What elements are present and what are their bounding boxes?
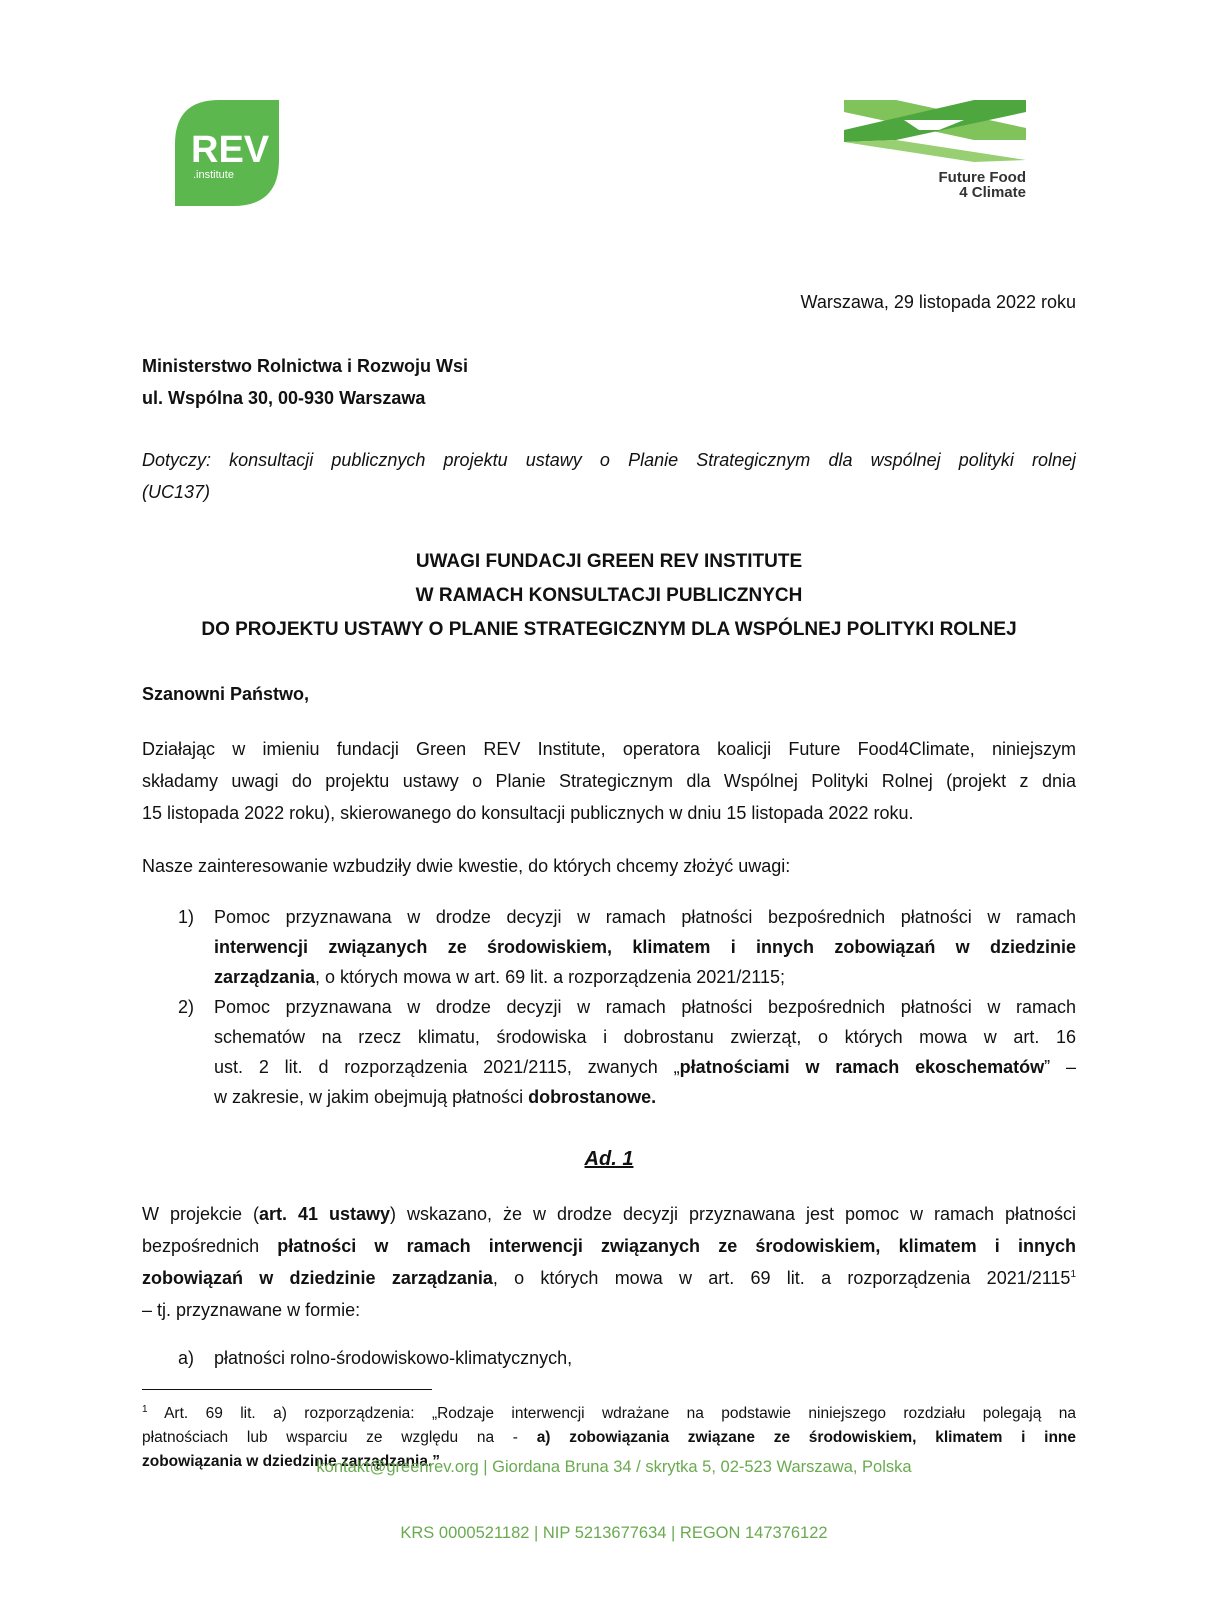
footnote-line3: zobowiązania w dziedzinie zarządzania.” (142, 1453, 441, 1470)
item2-line1: Pomoc przyznawana w drodze decyzji w ramach płatności bezpośrednich płatności w ramach (214, 997, 1076, 1017)
list-item-number: 1) (178, 907, 195, 927)
footnote-l2b: a) zobowiązania związane ze środowiskiem, klimatem i inne (536, 1429, 1076, 1446)
para3-line3 (142, 1262, 1076, 1294)
footnote-l2a: płatnościach lub wsparciu ze względu na - (142, 1429, 537, 1446)
sub-item-a (178, 1348, 572, 1369)
para3-l2b: płatności w ramach interwencji związanych ze środowiskiem, klimatem i innych (277, 1236, 1076, 1256)
footer-registry: KRS 0000521182 | NIP 5213677634 | REGON 147376122 (400, 1524, 828, 1542)
item2-line3 (214, 1052, 1076, 1082)
para3-line4: – tj. przyznawane w formie: (142, 1300, 361, 1320)
letter-date: Warszawa, 29 listopada 2022 roku (800, 292, 1076, 312)
intro-paragraph (142, 733, 1076, 829)
section-heading-ad1: Ad. 1 (584, 1148, 634, 1170)
item2-line3-bold: płatnościami w ramach ekoschematów (679, 1057, 1045, 1077)
intro-line-3: 15 listopada 2022 roku), skierowanego do konsultacji publicznych w dniu 15 listopada 2022 roku. (142, 803, 914, 823)
sub-item-label: a) (178, 1348, 195, 1368)
recipient-name: Ministerstwo Rolnictwa i Rozwoju Wsi (142, 356, 469, 376)
para3-l1b: art. 41 ustawy (258, 1204, 390, 1224)
ff-line2: 4 Climate (959, 184, 1026, 201)
subject-line-1: Dotyczy: konsultacji publicznych projektu ustawy o Planie Strategicznym dla wspólnej polityki rolnej (142, 450, 1076, 470)
footnote-l1: Art. 69 lit. a) rozporządzenia: „Rodzaje interwencji wdrażane na podstawie niniejszego rozdziału polegają na (147, 1405, 1076, 1422)
para3-l3b: zobowiązań w dziedzinie zarządzania (142, 1268, 493, 1288)
item2-line4 (214, 1082, 1076, 1112)
title-line-1: UWAGI FUNDACJI GREEN REV INSTITUTE (415, 551, 803, 572)
ff-line1: Future Food (938, 169, 1026, 186)
item1-line2: interwencji związanych ze środowiskiem, klimatem i innych zobowiązań w dziedzinie (214, 937, 1076, 957)
list-item-number: 2) (178, 997, 195, 1017)
subject-line-2: (UC137) (142, 482, 211, 502)
footnote-number: 1 (142, 1403, 148, 1415)
footer-contact: kontakt@greenrev.org | Giordana Bruna 34 / skrytka 5, 02-523 Warszawa, Polska (316, 1458, 912, 1476)
footnote-ref: 1 (1070, 1269, 1076, 1280)
item1-line1: Pomoc przyznawana w drodze decyzji w ramach płatności bezpośrednich płatności w ramach (214, 907, 1076, 927)
list-item (178, 902, 1076, 992)
subject-line (142, 444, 1076, 508)
footnote-line1 (142, 1402, 1076, 1426)
intro-line-1: Działając w imieniu fundacji Green REV Institute, operatora koalicji Future Food4Climate, niniejszym (142, 739, 1076, 759)
para3-l1c: ) wskazano, że w drodze decyzji przyznawana jest pomoc w ramach płatności (390, 1204, 1076, 1224)
list-item (178, 992, 1076, 1112)
para3-l3c: , o których mowa w art. 69 lit. a rozporządzenia 2021/2115 (492, 1268, 1071, 1288)
title-line-2: W RAMACH KONSULTACJI PUBLICZNYCH (415, 585, 803, 606)
document-title (142, 545, 1076, 647)
item2-line2: schematów na rzecz klimatu, środowiska i dobrostanu zwierząt, o których mowa w art. 16 (214, 1027, 1076, 1047)
recipient-address: ul. Wspólna 30, 00-930 Warszawa (142, 388, 426, 408)
item1-line3-bold: zarządzania (214, 967, 316, 987)
sub-item-text: płatności rolno-środowiskowo-klimatycznych, (214, 1348, 573, 1368)
item2-line4-bold: dobrostanowe. (528, 1087, 657, 1107)
item2-line3-post: ” – (1044, 1057, 1076, 1077)
item1-line3 (214, 962, 1076, 992)
title-line-3: DO PROJEKTU USTAWY O PLANIE STRATEGICZNYM DLA WSPÓLNEJ POLITYKI ROLNEJ (201, 619, 1017, 640)
item2-line3-pre: ust. 2 lit. d rozporządzenia 2021/2115, zwanych „ (214, 1057, 680, 1077)
para3-l1a: W projekcie ( (142, 1204, 259, 1224)
svg-text:.institute: .institute (193, 169, 234, 181)
future-food-4-climate-logo (844, 100, 1026, 210)
svg-text:REV: REV (191, 129, 270, 171)
concerns-list (178, 902, 1076, 1112)
footnote-divider (142, 1389, 432, 1390)
item2-line4-pre: w zakresie, w jakim obejmują płatności (214, 1087, 529, 1107)
future-food-logo-text (844, 170, 1026, 200)
greeting: Szanowni Państwo, (142, 684, 310, 704)
item1-line3-rest: , o których mowa w art. 69 lit. a rozporządzenia 2021/2115; (315, 967, 785, 987)
para3-line1 (142, 1198, 1076, 1230)
section1-paragraph (142, 1198, 1076, 1326)
para3-line2 (142, 1230, 1076, 1262)
concerns-intro: Nasze zainteresowanie wzbudziły dwie kwestie, do których chcemy złożyć uwagi: (142, 856, 791, 876)
intro-line-2: składamy uwagi do projektu ustawy o Planie Strategicznym dla Wspólnej Polityki Rolnej (projekt z dnia (142, 771, 1076, 791)
footnote-line2 (142, 1426, 1076, 1450)
rev-institute-logo (175, 100, 279, 206)
para3-l2a: bezpośrednich (142, 1236, 278, 1256)
